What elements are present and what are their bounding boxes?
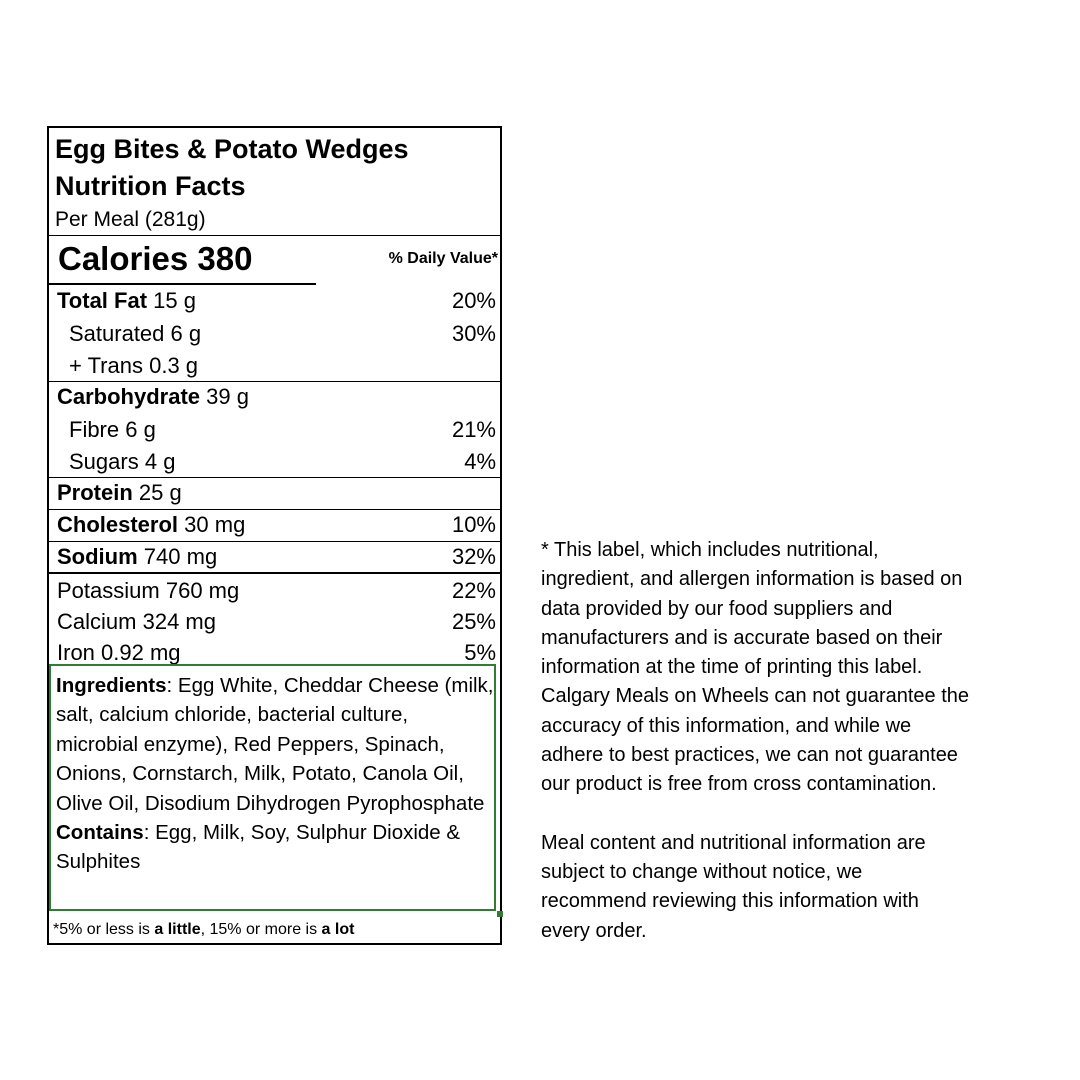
nutrient-name: Calcium — [57, 609, 137, 634]
nutrient-row-protein — [49, 478, 500, 510]
ingredients-box — [49, 664, 496, 911]
disclaimer — [541, 536, 1041, 975]
nutrient-row-trans — [49, 351, 500, 383]
nutrient-name: Saturated — [69, 321, 165, 346]
calories: Calories 380 — [58, 240, 253, 277]
nutrient-name: Sugars — [69, 449, 139, 474]
nutrient-percent: 25% — [451, 609, 496, 634]
ingredients-label: Ingredients — [56, 674, 167, 697]
nutrient-percent: 5% — [464, 640, 496, 665]
nutrition-facts-label — [47, 126, 502, 945]
nutrient-row-saturated — [49, 319, 500, 351]
nutrient-amount: 760 mg — [165, 578, 240, 603]
product-name: Egg Bites & Potato Wedges — [55, 134, 409, 164]
nutrition-facts-heading: Nutrition Facts — [55, 171, 246, 201]
nutrient-name: Sodium — [57, 544, 138, 569]
nutrient-row-sodium — [49, 542, 500, 574]
disclaimer-paragraph: Meal content and nutritional information are subject to change without notice, we recommend reviewing this information with every order. — [541, 831, 926, 942]
nutrient-row-carbohydrate — [49, 382, 500, 414]
nutrient-name: Carbohydrate — [57, 384, 201, 409]
ingredients-text: : Egg White, Cheddar Cheese (milk, salt, calcium chloride, bacterial culture, microbial enzyme), Red Peppers, Spinach, Onions, Cornstarch, Milk, Potato, Canola Oil, Olive Oil, Disodium Dihydrogen Pyrophosphate — [56, 674, 494, 815]
nutrient-amount: 39 g — [206, 384, 249, 409]
nutrient-amount: 6 g — [170, 321, 202, 346]
nutrient-amount: 25 g — [138, 480, 182, 505]
nutrient-row-potassium — [49, 576, 500, 608]
nutrient-percent: 21% — [451, 417, 496, 442]
footnote-lot: a lot — [321, 921, 355, 938]
nutrient-row-fibre — [49, 415, 500, 447]
nutrient-name: Fibre — [69, 417, 120, 442]
footnote-little: a little — [154, 921, 201, 938]
box-corner-handle — [497, 911, 503, 917]
nutrient-name: Iron — [57, 640, 95, 665]
nutrient-row-total-fat — [49, 286, 500, 318]
daily-value-footnote — [53, 921, 354, 939]
divider-thick — [49, 572, 500, 574]
footnote-prefix: *5% or less is — [53, 921, 155, 938]
nutrient-percent: 20% — [451, 288, 496, 313]
nutrient-name: Potassium — [57, 578, 160, 603]
nutrient-percent: 10% — [451, 512, 496, 537]
nutrient-amount: 0.92 mg — [101, 640, 181, 665]
daily-value-header: % Daily Value* — [388, 250, 498, 267]
footnote-middle: , 15% or more is — [200, 921, 322, 938]
contains-text: : Egg, Milk, Soy, Sulphur Dioxide & Sulphites — [56, 821, 461, 874]
nutrient-amount: 15 g — [153, 288, 196, 313]
nutrient-row-sugars — [49, 447, 500, 479]
nutrient-name: Cholesterol — [57, 512, 179, 537]
disclaimer-paragraph: * This label, which includes nutritional, ingredient, and allergen information is based on data provided by our food suppliers and manufacturers and is accurate based on their information at the time of printing this label. Calgary Meals on Wheels can not guarantee the accuracy of this information, and while we adhere to best practices, we can not guarantee our product is free from cross contamination. — [541, 539, 970, 796]
contains-label: Contains — [56, 821, 144, 845]
nutrient-name: Protein — [57, 480, 133, 505]
serving-size: Per Meal (281g) — [55, 208, 206, 231]
nutrient-amount: 4 g — [144, 449, 176, 474]
nutrient-amount: 324 mg — [142, 609, 216, 634]
nutrient-row-calcium — [49, 607, 500, 639]
nutrient-amount: 30 mg — [184, 512, 246, 537]
nutrient-percent: 22% — [451, 578, 496, 603]
nutrient-amount: 6 g — [125, 417, 156, 442]
nutrient-amount: 740 mg — [143, 544, 218, 569]
calories-rule — [49, 283, 316, 285]
nutrient-percent: 32% — [451, 544, 496, 569]
nutrient-row-cholesterol — [49, 510, 500, 542]
nutrient-percent: 30% — [451, 321, 496, 346]
nutrient-name: Total Fat — [57, 288, 148, 313]
nutrient-name: + Trans — [69, 353, 143, 378]
nutrient-percent: 4% — [464, 449, 496, 474]
divider — [49, 235, 500, 236]
nutrient-amount: 0.3 g — [149, 353, 199, 378]
